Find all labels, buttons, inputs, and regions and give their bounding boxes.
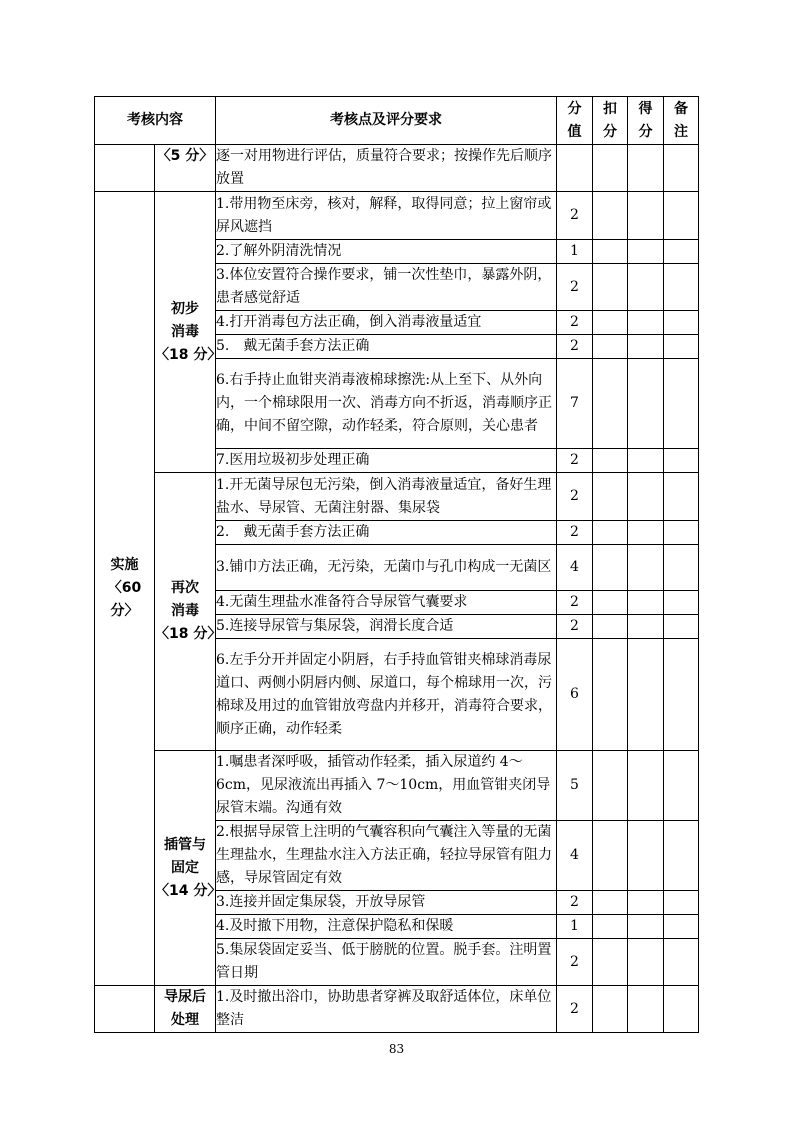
note-cell[interactable] [664, 192, 699, 240]
score-value: 2 [557, 311, 593, 335]
obtained-cell[interactable] [628, 891, 664, 915]
obtained-cell[interactable] [628, 915, 664, 939]
requirement-text: 1.带用物至床旁，核对，解释，取得同意；拉上窗帘或屏风遮挡 [216, 192, 557, 240]
prep-requirement: 逐一对用物进行评估，质量符合要求；按操作先后顺序放置 [216, 145, 557, 192]
note-cell[interactable] [664, 615, 699, 639]
requirement-text: 1.开无菌导尿包无污染，倒入消毒液量适宜，备好生理盐水、导尿管、无菌注射器、集尿袋 [216, 473, 557, 521]
deduct-cell[interactable] [593, 311, 628, 335]
requirement-text: 5. 戴无菌手套方法正确 [216, 335, 557, 359]
note-cell[interactable] [664, 545, 699, 591]
score-value: 2 [557, 473, 593, 521]
obtained-cell[interactable] [628, 821, 664, 891]
obtained-cell[interactable] [628, 473, 664, 521]
deduct-cell[interactable] [593, 891, 628, 915]
note-cell[interactable] [664, 473, 699, 521]
section-implementation: 实施 〈60 分〉 [95, 192, 155, 986]
deduct-cell[interactable] [593, 915, 628, 939]
prep-tail-row [95, 145, 699, 192]
obtained-cell[interactable] [628, 311, 664, 335]
requirement-text: 2.根据导尿管上注明的气囊容积向气囊注入等量的无菌生理盐水，生理盐水注入方法正确，轻拉导尿管有阻力感，导尿管固定有效 [216, 821, 557, 891]
note-cell[interactable] [664, 240, 699, 264]
deduct-cell[interactable] [593, 359, 628, 449]
obtained-cell[interactable] [628, 240, 664, 264]
score-cell [557, 145, 593, 192]
scoring-table [94, 96, 699, 1033]
requirement-text: 7.医用垃圾初步处理正确 [216, 449, 557, 473]
requirement-text: 1.嘱患者深呼吸，插管动作轻柔，插入尿道约 4～6cm，见尿液流出再插入 7～10cm，用血管钳夹闭导尿管末端。沟通有效 [216, 751, 557, 821]
header-note: 备 注 [664, 97, 699, 145]
requirement-text: 3.铺巾方法正确，无污染，无菌巾与孔巾构成一无菌区 [216, 545, 557, 591]
requirement-text: 4.及时撤下用物，注意保护隐私和保暖 [216, 915, 557, 939]
note-cell[interactable] [664, 335, 699, 359]
note-cell[interactable] [664, 521, 699, 545]
obtained-cell[interactable] [628, 639, 664, 751]
obtained-cell[interactable] [628, 359, 664, 449]
score-value: 4 [557, 821, 593, 891]
note-cell[interactable] [664, 639, 699, 751]
page-number: 83 [388, 1042, 405, 1056]
deduct-cell[interactable] [593, 939, 628, 986]
obtained-cell[interactable] [628, 751, 664, 821]
note-cell[interactable] [664, 939, 699, 986]
empty-cell [95, 145, 155, 192]
obtained-cell[interactable] [628, 591, 664, 615]
score-value: 5 [557, 751, 593, 821]
prep-score-label: 〈5 分〉 [155, 145, 216, 192]
header-obtained: 得 分 [628, 97, 664, 145]
deduct-cell[interactable] [593, 192, 628, 240]
subsection-label: 导尿后 处理 [155, 986, 216, 1033]
score-value: 7 [557, 359, 593, 449]
score-value: 2 [557, 264, 593, 311]
score-value: 1 [557, 240, 593, 264]
deduct-cell[interactable] [593, 591, 628, 615]
deduct-cell[interactable] [593, 545, 628, 591]
deduct-cell[interactable] [593, 751, 628, 821]
header-row [95, 97, 699, 145]
obtained-cell [628, 145, 664, 192]
note-cell[interactable] [664, 891, 699, 915]
score-value: 2 [557, 449, 593, 473]
header-requirements: 考核点及评分要求 [216, 97, 557, 145]
score-value: 2 [557, 986, 593, 1033]
requirement-text: 1.及时撤出浴巾，协助患者穿裤及取舒适体位，床单位整洁 [216, 986, 557, 1033]
deduct-cell[interactable] [593, 335, 628, 359]
score-value: 2 [557, 591, 593, 615]
deduct-cell[interactable] [593, 240, 628, 264]
requirement-text: 4.无菌生理盐水准备符合导尿管气囊要求 [216, 591, 557, 615]
deduct-cell[interactable] [593, 521, 628, 545]
deduct-cell[interactable] [593, 986, 628, 1033]
score-value: 2 [557, 891, 593, 915]
item-row [95, 192, 699, 240]
note-cell[interactable] [664, 264, 699, 311]
header-content: 考核内容 [95, 97, 216, 145]
subsection-label: 再次 消毒 〈18 分〉 [155, 473, 216, 751]
note-cell[interactable] [664, 359, 699, 449]
note-cell[interactable] [664, 821, 699, 891]
score-value: 2 [557, 335, 593, 359]
obtained-cell[interactable] [628, 545, 664, 591]
obtained-cell[interactable] [628, 939, 664, 986]
score-value: 2 [557, 939, 593, 986]
score-value: 6 [557, 639, 593, 751]
requirement-text: 4.打开消毒包方法正确，倒入消毒液量适宜 [216, 311, 557, 335]
score-value: 2 [557, 615, 593, 639]
deduct-cell[interactable] [593, 449, 628, 473]
subsection-label: 初步 消毒 〈18 分〉 [155, 192, 216, 473]
header-score: 分 值 [557, 97, 593, 145]
item-row [95, 751, 699, 821]
requirement-text: 6.左手分开并固定小阴唇，右手持血管钳夹棉球消毒尿道口、两侧小阴唇内侧、尿道口，每个棉球用一次，污棉球及用过的血管钳放弯盘内并移开，消毒符合要求，顺序正确，动作轻柔 [216, 639, 557, 751]
score-value: 1 [557, 915, 593, 939]
deduct-cell[interactable] [593, 615, 628, 639]
note-cell[interactable] [664, 449, 699, 473]
note-cell[interactable] [664, 591, 699, 615]
obtained-cell[interactable] [628, 449, 664, 473]
deduct-cell[interactable] [593, 821, 628, 891]
obtained-cell[interactable] [628, 521, 664, 545]
deduct-cell[interactable] [593, 473, 628, 521]
requirement-text: 2. 戴无菌手套方法正确 [216, 521, 557, 545]
obtained-cell[interactable] [628, 615, 664, 639]
deduct-cell [593, 145, 628, 192]
requirement-text: 3.连接并固定集尿袋，开放导尿管 [216, 891, 557, 915]
score-value: 2 [557, 521, 593, 545]
note-cell[interactable] [664, 751, 699, 821]
requirement-text: 6.右手持止血钳夹消毒液棉球擦洗:从上至下、从外向内，一个棉球限用一次、消毒方向不折返，消毒顺序正确，中间不留空隙，动作轻柔，符合原则，关心患者 [216, 359, 557, 449]
subsection-label: 插管与 固定 〈14 分〉 [155, 751, 216, 986]
score-value: 4 [557, 545, 593, 591]
obtained-cell[interactable] [628, 335, 664, 359]
deduct-cell[interactable] [593, 264, 628, 311]
requirement-text: 3.体位安置符合操作要求，铺一次性垫巾，暴露外阴，患者感觉舒适 [216, 264, 557, 311]
item-row [95, 473, 699, 521]
obtained-cell[interactable] [628, 192, 664, 240]
note-cell [664, 145, 699, 192]
requirement-text: 2.了解外阴清洗情况 [216, 240, 557, 264]
empty-cell [95, 986, 155, 1033]
deduct-cell[interactable] [593, 639, 628, 751]
requirement-text: 5.连接导尿管与集尿袋，润滑长度合适 [216, 615, 557, 639]
header-deduct: 扣 分 [593, 97, 628, 145]
requirement-text: 5.集尿袋固定妥当、低于膀胱的位置。脱手套。注明置管日期 [216, 939, 557, 986]
note-cell[interactable] [664, 311, 699, 335]
item-row [95, 986, 699, 1033]
obtained-cell[interactable] [628, 986, 664, 1033]
score-value: 2 [557, 192, 593, 240]
obtained-cell[interactable] [628, 264, 664, 311]
note-cell[interactable] [664, 986, 699, 1033]
note-cell[interactable] [664, 915, 699, 939]
